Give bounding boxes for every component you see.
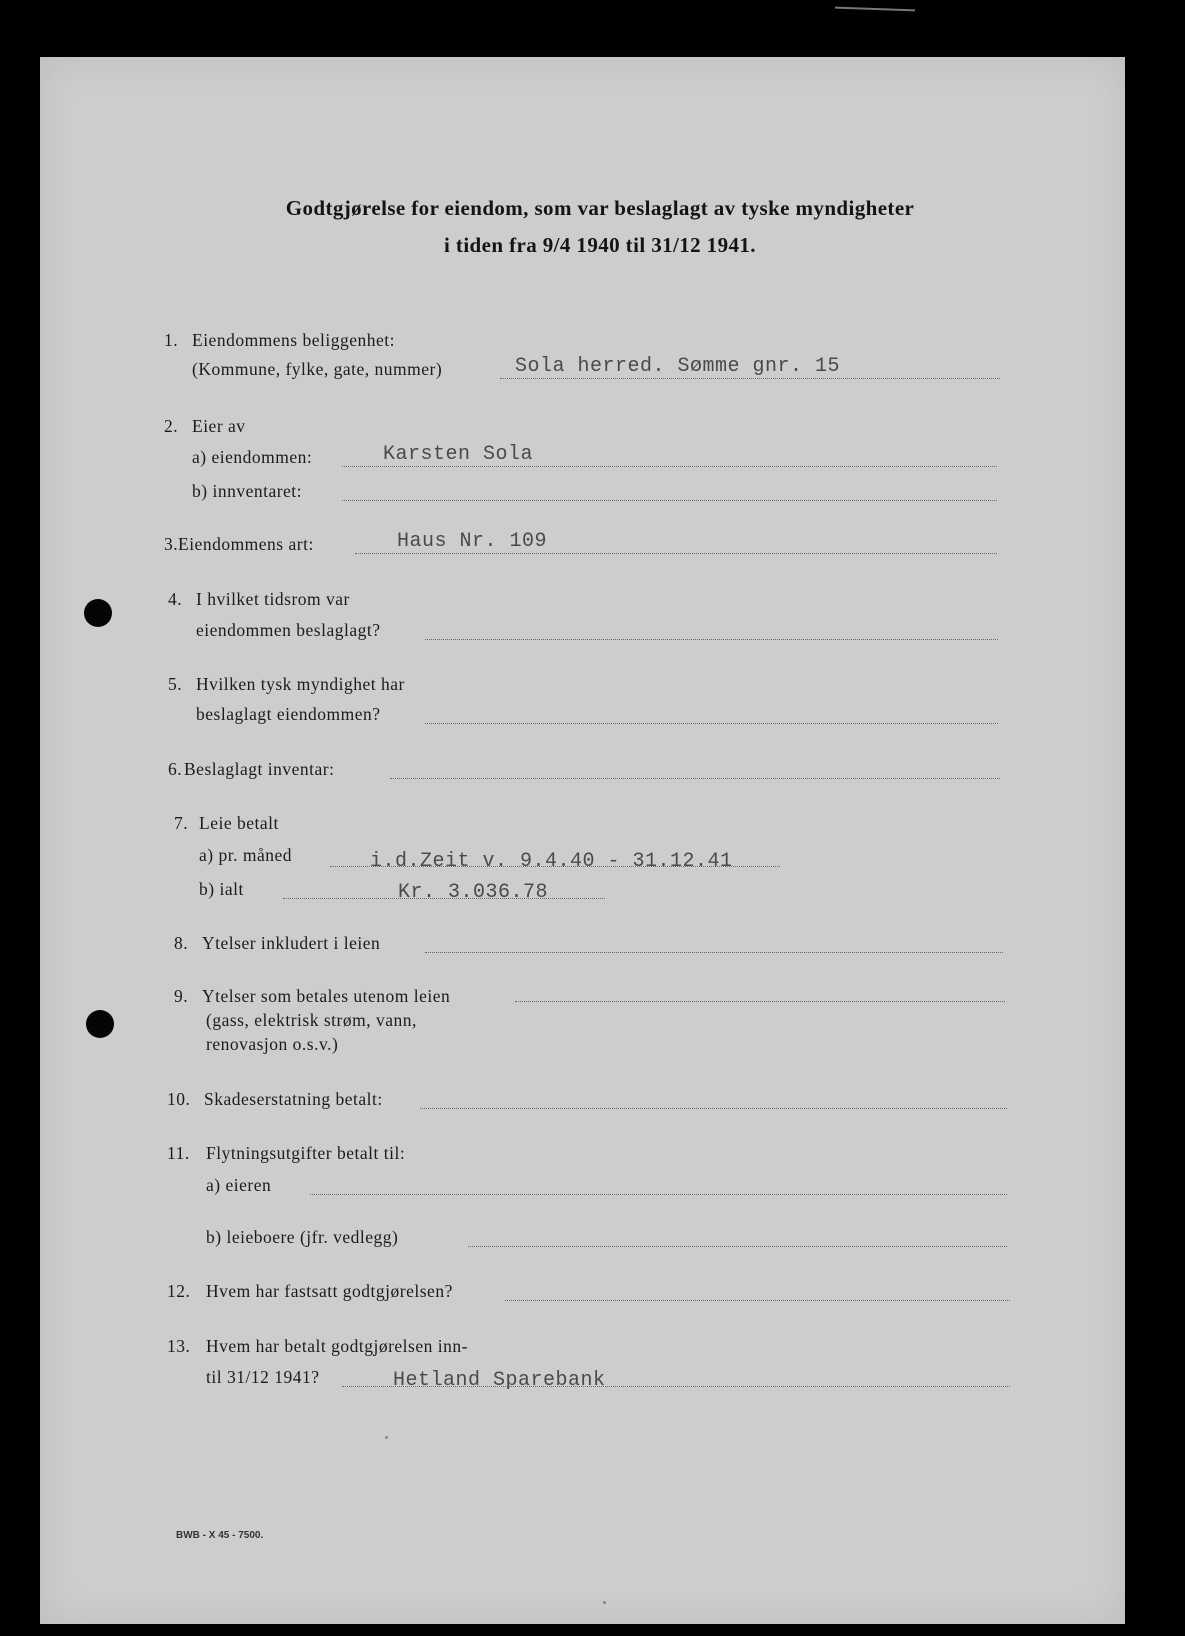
q4-number: 4. bbox=[168, 589, 183, 609]
q3-number: 3. bbox=[164, 534, 179, 554]
q12-label: Hvem har fastsatt godtgjørelsen? bbox=[206, 1281, 453, 1301]
q1-answer[interactable]: Sola herred. Sømme gnr. 15 bbox=[515, 355, 841, 378]
q2a-label: a) eiendommen: bbox=[192, 447, 313, 467]
q4-label-line2: eiendommen beslaglagt? bbox=[196, 620, 381, 640]
q4-label: I hvilket tidsrom var bbox=[196, 589, 350, 609]
q12-answer-line bbox=[505, 1300, 1010, 1301]
q2b-label: b) innventaret: bbox=[192, 481, 303, 501]
q9-label-line2: (gass, elektrisk strøm, vann, bbox=[206, 1010, 417, 1030]
q7b-label: b) ialt bbox=[199, 879, 244, 899]
scanner-mark bbox=[835, 7, 915, 12]
q4-answer-line bbox=[425, 639, 998, 640]
q11a-answer-line bbox=[310, 1194, 1007, 1195]
q9-answer-line bbox=[515, 1001, 1005, 1002]
q7b-answer[interactable]: Kr. 3.036.78 bbox=[398, 881, 549, 904]
form-title-line1: Godtgjørelse for eiendom, som var beslaglagt av tyske myndigheter bbox=[285, 196, 915, 220]
q11-number: 11. bbox=[167, 1143, 190, 1163]
scan-speck bbox=[385, 1436, 388, 1439]
q2-label: Eier av bbox=[192, 416, 246, 436]
q9-label: Ytelser som betales utenom leien bbox=[202, 986, 451, 1006]
q11-label: Flytningsutgifter betalt til: bbox=[206, 1143, 406, 1163]
q8-number: 8. bbox=[174, 933, 189, 953]
q5-answer-line bbox=[425, 723, 998, 724]
q7-label: Leie betalt bbox=[199, 813, 279, 833]
q6-answer-line bbox=[390, 778, 1000, 779]
q5-label-line2: beslaglagt eiendommen? bbox=[196, 704, 381, 724]
print-code: BWB - X 45 - 7500. bbox=[176, 1530, 264, 1541]
q2b-answer-line bbox=[342, 500, 997, 501]
q1-label: Eiendommens beliggenhet: bbox=[192, 330, 395, 350]
punch-hole-top bbox=[84, 599, 112, 627]
scan-speck bbox=[603, 1601, 606, 1604]
q5-number: 5. bbox=[168, 674, 183, 694]
q11b-label: b) leieboere (jfr. vedlegg) bbox=[206, 1227, 399, 1247]
q9-number: 9. bbox=[174, 986, 189, 1006]
q8-answer-line bbox=[425, 952, 1003, 953]
q2a-answer[interactable]: Karsten Sola bbox=[383, 443, 534, 466]
q2a-answer-line bbox=[342, 466, 997, 467]
q10-answer-line bbox=[420, 1108, 1007, 1109]
q7-number: 7. bbox=[174, 813, 189, 833]
punch-hole-bottom bbox=[86, 1010, 114, 1038]
q3-answer-line bbox=[355, 553, 997, 554]
q7a-label: a) pr. måned bbox=[199, 845, 292, 865]
q7a-answer[interactable]: i.d.Zeit v. 9.4.40 - 31.12.41 bbox=[370, 850, 733, 873]
q6-label: Beslaglagt inventar: bbox=[184, 759, 335, 779]
q10-label: Skadeserstatning betalt: bbox=[204, 1089, 383, 1109]
q1-answer-line bbox=[500, 378, 1000, 379]
q13-number: 13. bbox=[167, 1336, 191, 1356]
q8-label: Ytelser inkludert i leien bbox=[202, 933, 381, 953]
q6-number: 6. bbox=[168, 759, 183, 779]
q11a-label: a) eieren bbox=[206, 1175, 272, 1195]
q13-answer[interactable]: Hetland Sparebank bbox=[393, 1369, 606, 1392]
q3-answer[interactable]: Haus Nr. 109 bbox=[397, 530, 548, 553]
q1-sublabel: (Kommune, fylke, gate, nummer) bbox=[192, 359, 443, 379]
q12-number: 12. bbox=[167, 1281, 191, 1301]
q5-label: Hvilken tysk myndighet har bbox=[196, 674, 405, 694]
q3-label: Eiendommens art: bbox=[178, 534, 314, 554]
q1-number: 1. bbox=[164, 330, 179, 350]
q10-number: 10. bbox=[167, 1089, 191, 1109]
q13-label: Hvem har betalt godtgjørelsen inn- bbox=[206, 1336, 468, 1356]
q2-number: 2. bbox=[164, 416, 179, 436]
q11b-answer-line bbox=[468, 1246, 1007, 1247]
q9-label-line3: renovasjon o.s.v.) bbox=[206, 1034, 339, 1054]
form-title-line2: i tiden fra 9/4 1940 til 31/12 1941. bbox=[444, 233, 756, 257]
q13-label-line2: til 31/12 1941? bbox=[206, 1367, 320, 1387]
